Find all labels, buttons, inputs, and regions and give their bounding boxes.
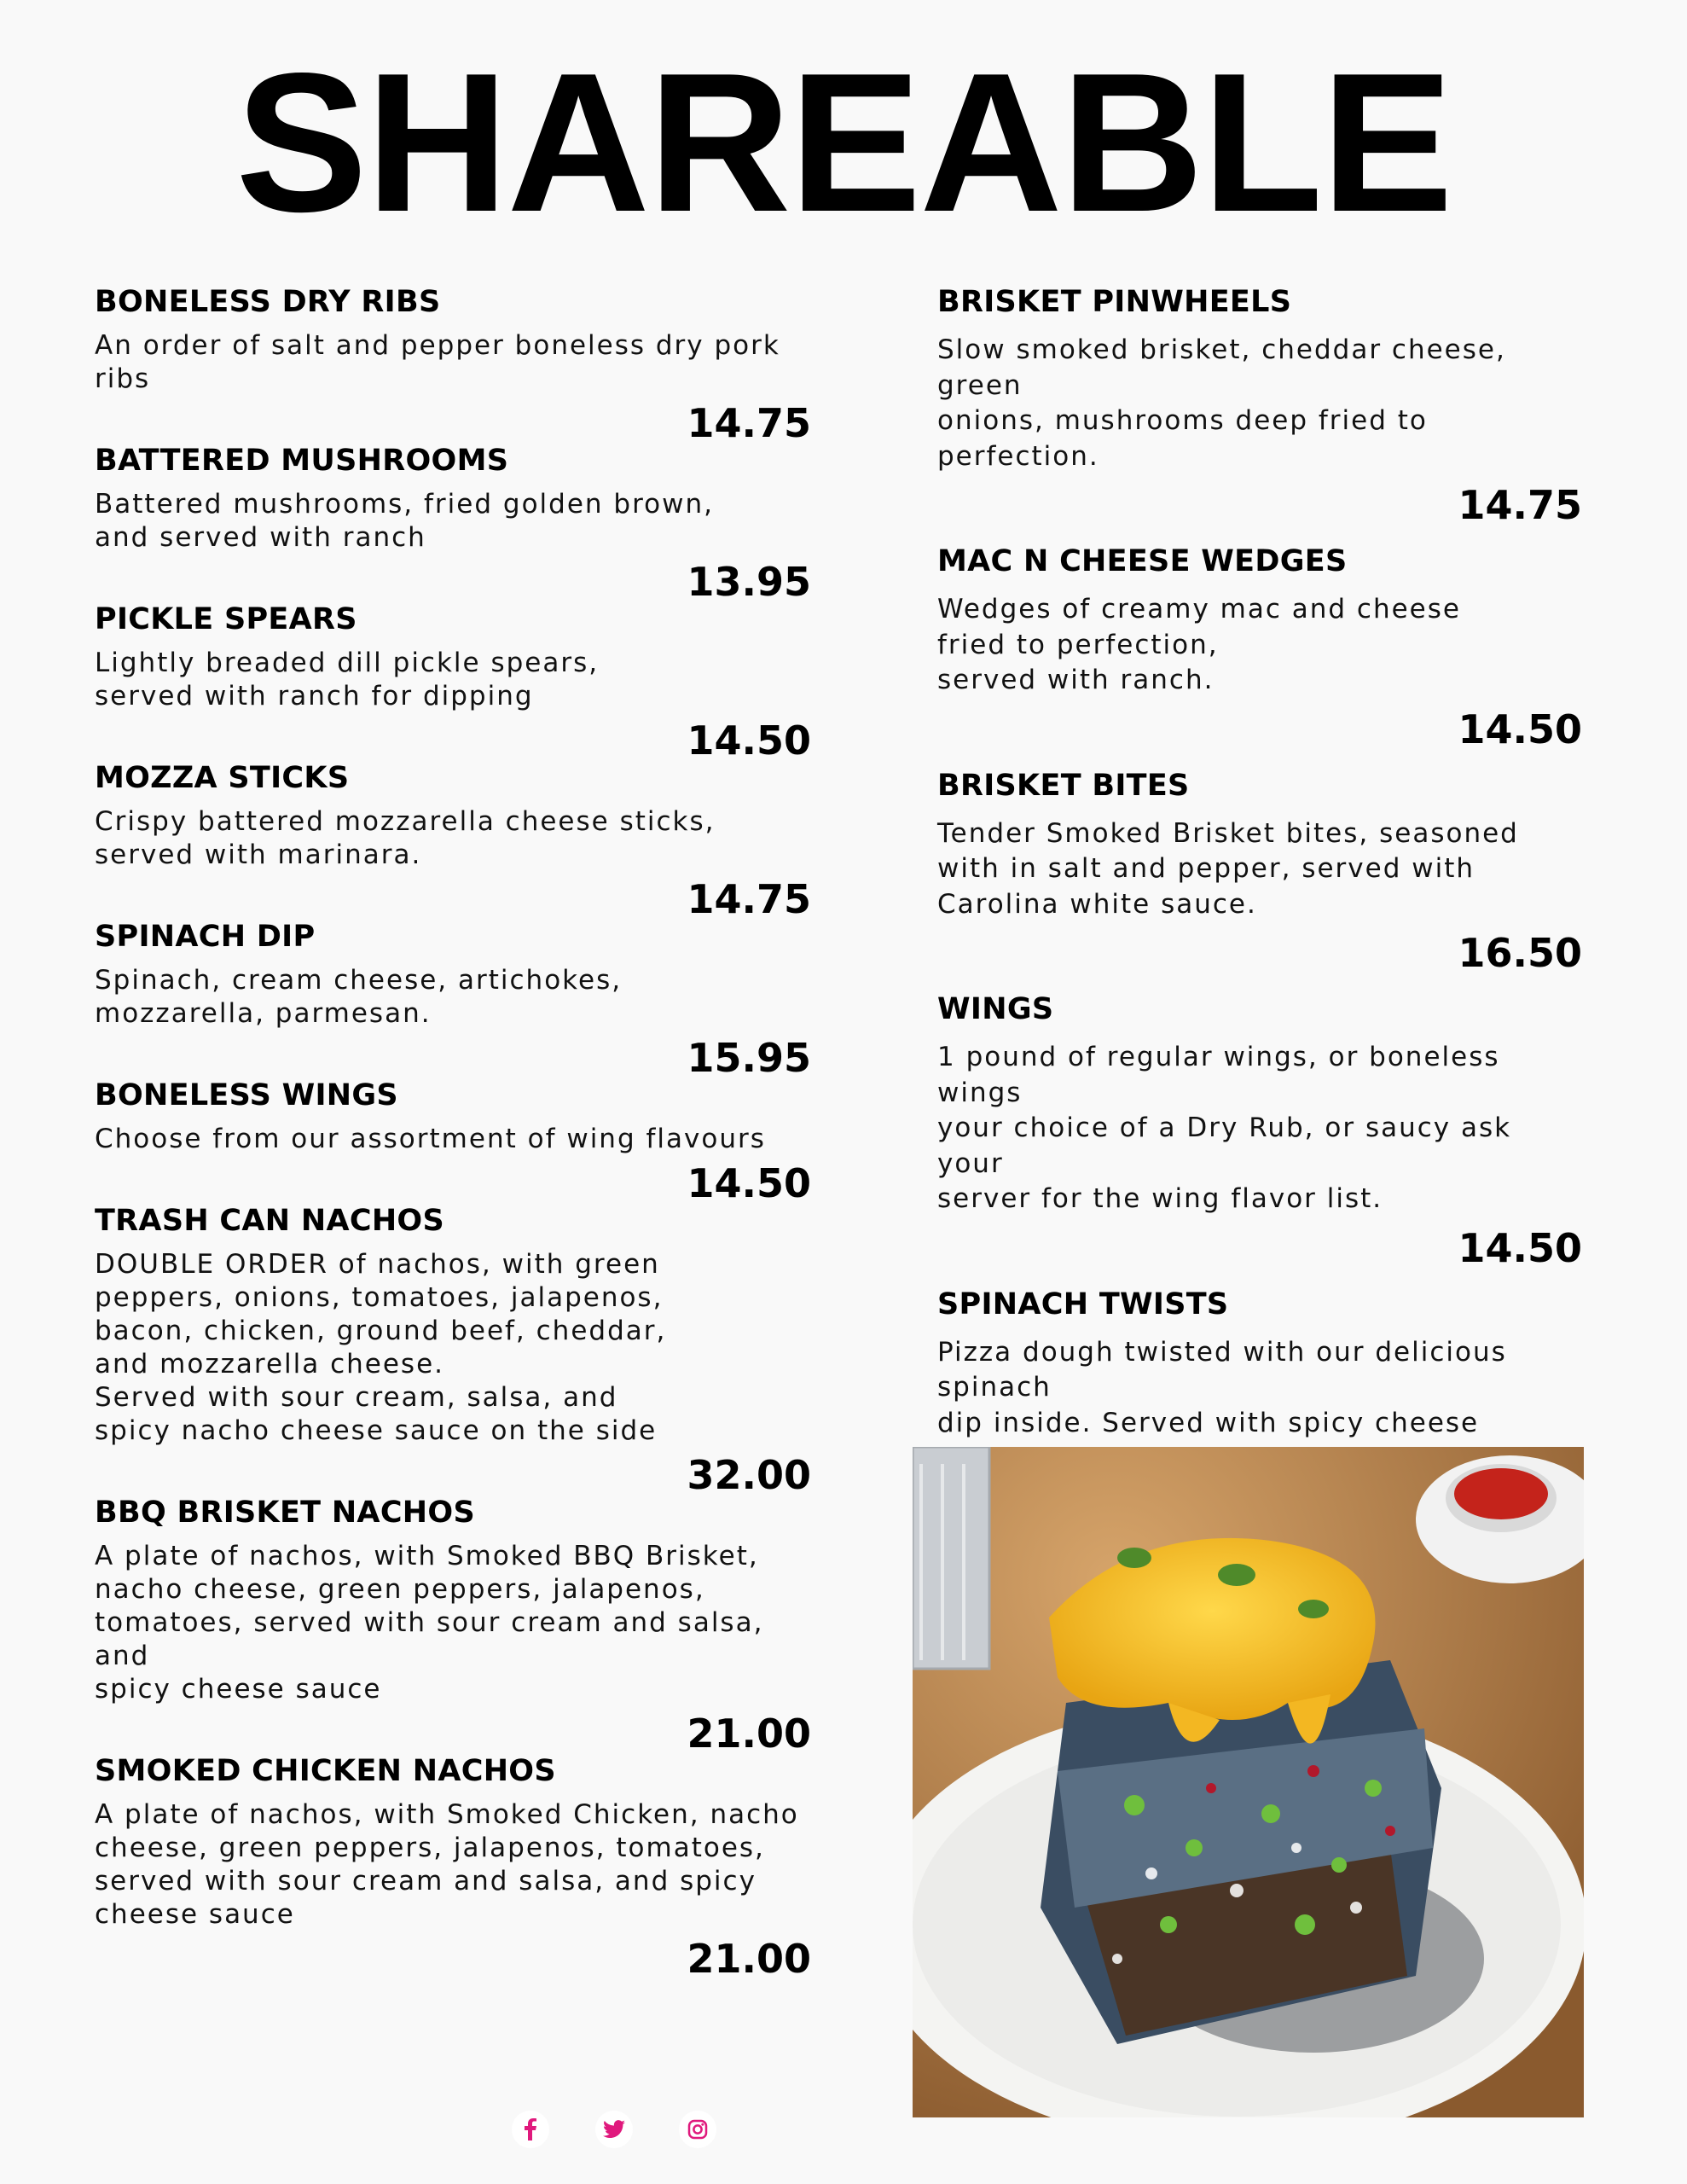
menu-item: [95, 1075, 811, 1207]
menu-item-description: Slow smoked brisket, cheddar cheese, green onions, mushrooms deep fried to perfection.: [937, 334, 1506, 472]
menu-item-name: MAC N CHEESE WEDGES: [937, 544, 1348, 578]
menu-item-name: MOZZA STICKS: [95, 761, 350, 795]
page-title: SHAREABLE: [235, 32, 1452, 253]
menu-item-price: 14.75: [687, 876, 811, 922]
menu-item-description: Pizza dough twisted with our delicious spinach dip inside. Served with spicy cheese: [937, 1336, 1507, 1438]
menu-item: [95, 758, 811, 923]
facebook-icon[interactable]: [512, 2111, 549, 2148]
menu-item-price: 21.00: [687, 1711, 811, 1757]
menu-item-name: BONELESS WINGS: [95, 1078, 398, 1112]
menu-item-description: Wedges of creamy mac and cheese fried to perfection, served with ranch.: [937, 594, 1461, 695]
menu-item-name: WINGS: [937, 992, 1054, 1026]
menu-item: [95, 1200, 811, 1499]
menu-item-description: 1 pound of regular wings, or boneless wings your choice of a Dry Rub, or saucy ask your server for the wing flavor list.: [937, 1042, 1512, 1214]
menu-item: [937, 541, 1582, 753]
menu-item-name: BBQ BRISKET NACHOS: [95, 1496, 475, 1530]
menu-item-description: Choose from our assortment of wing flavours: [95, 1124, 766, 1154]
menu-item: [95, 282, 811, 447]
menu-item: [937, 282, 1582, 529]
menu-item-name: BATTERED MUSHROOMS: [95, 444, 509, 478]
social-links: [512, 2111, 716, 2148]
menu-item: [95, 916, 811, 1082]
menu-item-price: 21.00: [687, 1936, 811, 1982]
menu-item-description: Crispy battered mozzarella cheese sticks, served with marinara.: [95, 806, 716, 870]
menu-item-description: DOUBLE ORDER of nachos, with green peppers, onions, tomatoes, jalapenos, bacon, chicken, ground beef, cheddar, and mozzarella cheese. Served with sour cream, salsa, and spicy nacho cheese sauce on the side: [95, 1249, 667, 1446]
menu-item-description: Spinach, cream cheese, artichokes, mozzarella, parmesan.: [95, 965, 623, 1029]
menu-item: [937, 989, 1582, 1272]
menu-column-right: [937, 282, 1582, 1543]
menu-item-description: A plate of nachos, with Smoked BBQ Brisket, nacho cheese, green peppers, jalapenos, tomatoes, served with sour cream and salsa, and spicy cheese sauce: [95, 1541, 764, 1705]
menu-item-description: Lightly breaded dill pickle spears, served with ranch for dipping: [95, 648, 600, 712]
menu-item: [95, 599, 811, 764]
menu-item-price: 13.95: [687, 559, 811, 605]
menu-item-name: SMOKED CHICKEN NACHOS: [95, 1754, 556, 1788]
menu-item-price: 14.50: [1458, 1224, 1582, 1271]
menu-item-description: Battered mushrooms, fried golden brown, and served with ranch: [95, 489, 714, 553]
menu-item-price: 14.50: [687, 1160, 811, 1206]
menu-item-price: 14.75: [1458, 482, 1582, 528]
menu-item-price: 14.75: [687, 400, 811, 446]
menu-item-price: 15.95: [687, 1035, 811, 1081]
menu-item-price: 14.50: [687, 717, 811, 764]
menu-item: [95, 440, 811, 606]
menu-item-price: 14.50: [1458, 706, 1582, 752]
menu-column-left: [95, 282, 811, 1982]
instagram-icon[interactable]: [679, 2111, 716, 2148]
menu-item: [937, 765, 1582, 978]
menu-item: [95, 1751, 811, 1983]
menu-item-name: SPINACH TWISTS: [937, 1287, 1229, 1321]
menu-item-description: An order of salt and pepper boneless dry pork ribs: [95, 330, 780, 394]
menu-item-price: 32.00: [687, 1452, 811, 1498]
menu-item-name: TRASH CAN NACHOS: [95, 1204, 444, 1238]
menu-item-name: BRISKET PINWHEELS: [937, 285, 1292, 319]
nachos-photo: [913, 1447, 1584, 2117]
menu-item-price: 16.50: [1458, 930, 1582, 976]
twitter-icon[interactable]: [595, 2111, 633, 2148]
menu-item-name: BRISKET BITES: [937, 768, 1190, 803]
menu-item-name: PICKLE SPEARS: [95, 602, 357, 636]
menu-item-name: SPINACH DIP: [95, 920, 316, 954]
menu-item-name: BONELESS DRY RIBS: [95, 285, 441, 319]
menu-item: [95, 1492, 811, 1757]
menu-item-description: A plate of nachos, with Smoked Chicken, nacho cheese, green peppers, jalapenos, tomatoes, served with sour cream and salsa, and spicy cheese sauce: [95, 1799, 799, 1930]
menu-item-description: Tender Smoked Brisket bites, seasoned with in salt and pepper, served with Carolina white sauce.: [937, 817, 1519, 920]
